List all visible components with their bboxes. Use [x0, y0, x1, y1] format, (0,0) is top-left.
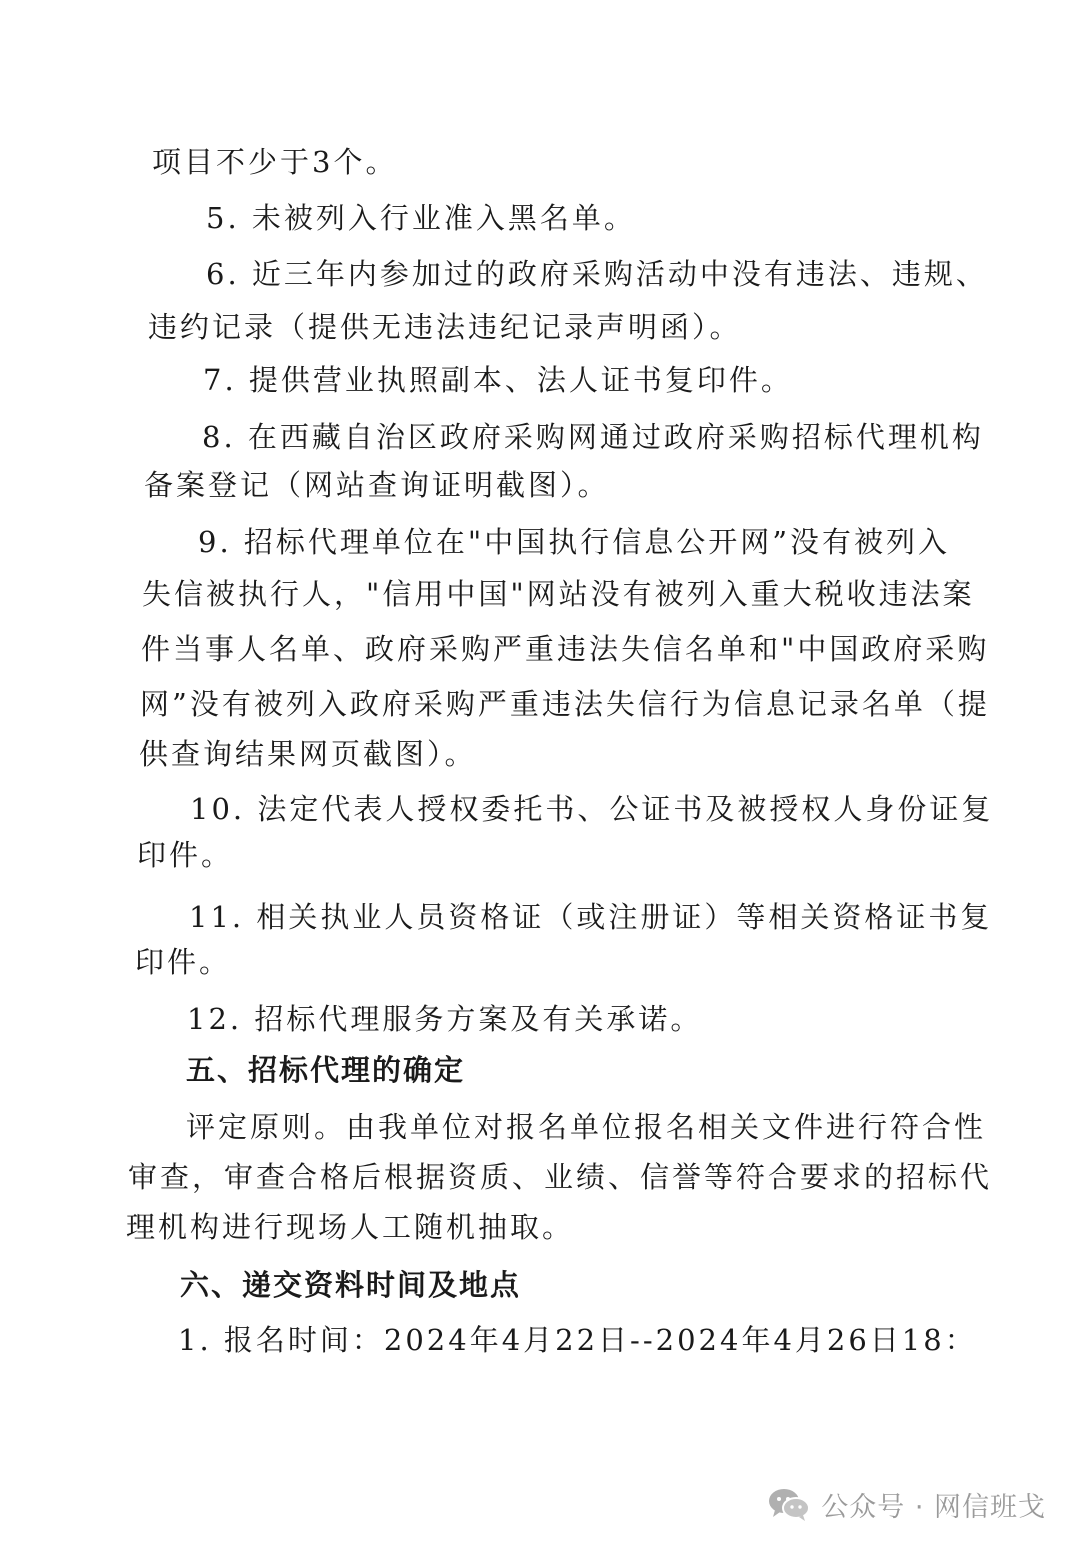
text-line: 项目不少于3个。 — [152, 145, 398, 179]
text-line: 违约记录（提供无违法违纪记录声明函）。 — [148, 310, 742, 344]
text-line: 失信被执行人，"信用中国"网站没有被列入重大税收违法案 — [142, 577, 975, 611]
text-line: 网”没有被列入政府采购严重违法失信行为信息记录名单（提 — [140, 687, 990, 721]
text-line: 理机构进行现场人工随机抽取。 — [126, 1210, 575, 1244]
list-item-7: 7. 提供营业执照副本、法人证书复印件。 — [203, 363, 793, 397]
list-item-11: 11. 相关执业人员资格证（或注册证）等相关资格证书复 — [189, 900, 993, 934]
list-item-9: 9. 招标代理单位在"中国执行信息公开网”没有被列入 — [198, 525, 951, 559]
text-line: 评定原则。由我单位对报名单位报名相关文件进行符合性 — [186, 1110, 987, 1144]
text-line: 备案登记（网站查询证明截图）。 — [144, 468, 610, 502]
watermark — [767, 1482, 1046, 1526]
list-item-8: 8. 在西藏自治区政府采购网通过政府采购招标代理机构 — [202, 420, 984, 454]
text-line: 印件。 — [137, 838, 234, 872]
registration-time-line: 1. 报名时间：2024年4月22日--2024年4月26日18： — [178, 1323, 977, 1357]
list-item-12: 12. 招标代理服务方案及有关承诺。 — [187, 1002, 703, 1036]
section-six-heading: 六、递交资料时间及地点 — [180, 1268, 522, 1302]
list-item-6: 6. 近三年内参加过的政府采购活动中没有违法、违规、 — [206, 257, 988, 291]
section-five-heading: 五、招标代理的确定 — [186, 1053, 466, 1087]
watermark-text: 公众号 · 网信班戈 — [821, 1491, 1046, 1523]
text-line: 印件。 — [135, 945, 232, 979]
list-item-10: 10. 法定代表人授权委托书、公证书及被授权人身份证复 — [190, 792, 994, 826]
text-line: 审查，审查合格后根据资质、业绩、信誉等符合要求的招标代 — [128, 1160, 993, 1194]
text-line: 供查询结果网页截图）。 — [139, 737, 477, 771]
list-item-5: 5. 未被列入行业准入黑名单。 — [206, 201, 636, 235]
wechat-icon — [767, 1486, 811, 1522]
text-line: 件当事人名单、政府采购严重违法失信名单和"中国政府采购 — [141, 632, 990, 666]
